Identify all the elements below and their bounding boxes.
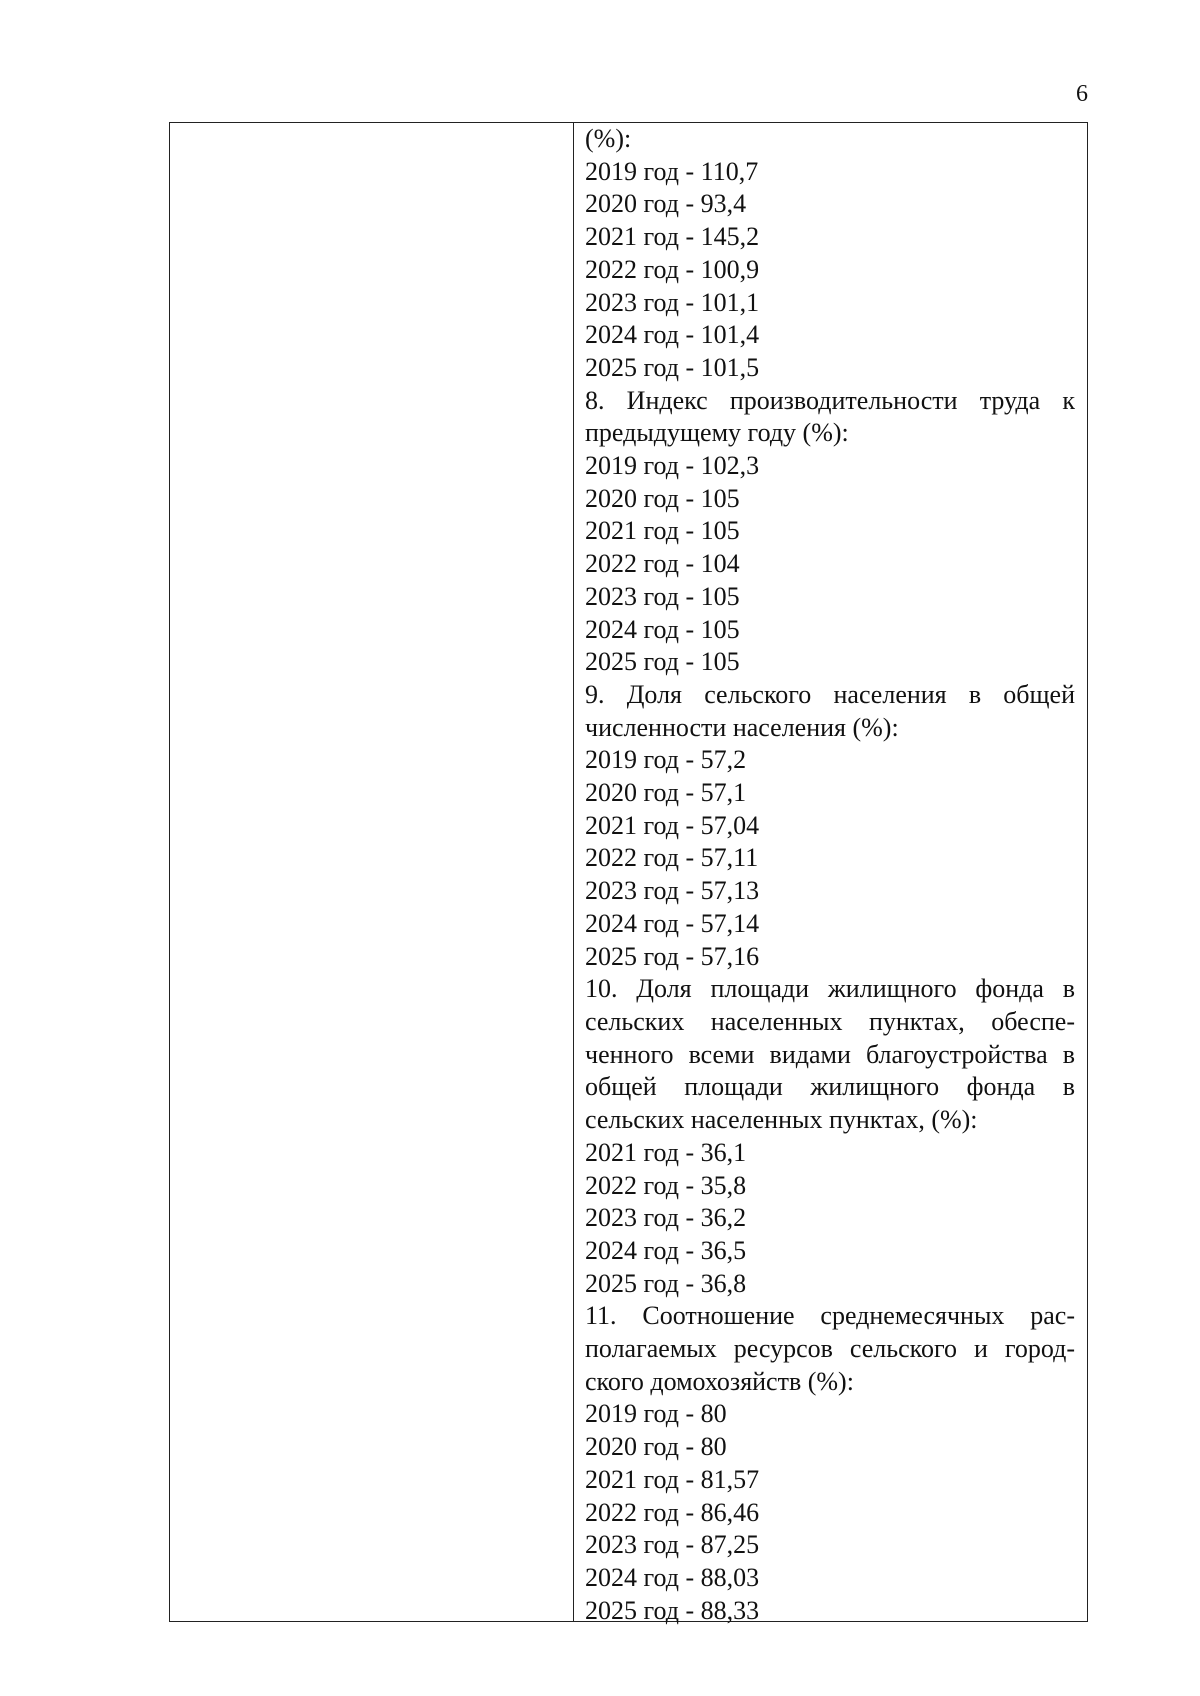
- table-left-cell: [170, 123, 574, 1621]
- indicator-text-line: общей площади жилищного фонда в: [585, 1072, 1075, 1102]
- year-value-line: 2021 год - 57,04: [585, 810, 760, 840]
- page-number: 6: [1076, 81, 1088, 107]
- year-value-line: 2020 год - 80: [585, 1432, 727, 1462]
- indicator-text-line: 8. Индекс производительности труда к: [585, 385, 1075, 415]
- year-value-line: 2024 год - 57,14: [585, 908, 760, 938]
- year-value-line: (%):: [585, 124, 632, 153]
- year-value-line: 2023 год - 87,25: [585, 1530, 760, 1560]
- year-value-line: 2020 год - 93,4: [585, 189, 747, 219]
- year-value-line: 2025 год - 57,16: [585, 941, 760, 971]
- year-value-line: 2024 год - 105: [585, 614, 740, 644]
- indicator-text-line: 11. Соотношение среднемесячных рас-: [585, 1301, 1075, 1331]
- year-value-line: 2022 год - 100,9: [585, 254, 760, 284]
- year-value-line: 2020 год - 105: [585, 483, 740, 513]
- year-value-line: 2022 год - 104: [585, 549, 740, 579]
- indicator-text-line: полагаемых ресурсов сельского и город-: [585, 1334, 1075, 1364]
- year-value-line: 2022 год - 57,11: [585, 843, 759, 873]
- indicator-text-line: 10. Доля площади жилищного фонда в: [585, 974, 1075, 1004]
- year-value-line: 2025 год - 101,5: [585, 352, 760, 382]
- year-value-line: 2021 год - 81,57: [585, 1464, 760, 1494]
- year-value-line: 2025 год - 36,8: [585, 1268, 747, 1298]
- year-value-line: 2021 год - 36,1: [585, 1137, 747, 1167]
- indicators-table: [169, 122, 1088, 1625]
- year-value-line: 2022 год - 35,8: [585, 1170, 747, 1200]
- indicator-text-line: сельских населенных пунктах, (%):: [585, 1105, 978, 1135]
- year-value-line: 2023 год - 105: [585, 581, 740, 611]
- year-value-line: 2025 год - 88,33: [585, 1595, 760, 1625]
- year-value-line: 2025 год - 105: [585, 647, 740, 677]
- year-value-line: 2019 год - 102,3: [585, 451, 760, 481]
- year-value-line: 2023 год - 36,2: [585, 1203, 747, 1233]
- year-value-line: 2021 год - 145,2: [585, 222, 760, 252]
- year-value-line: 2024 год - 36,5: [585, 1235, 747, 1265]
- year-value-line: 2020 год - 57,1: [585, 778, 747, 808]
- indicator-text-line: ского домохозяйств (%):: [585, 1366, 854, 1396]
- indicator-text-line: сельских населенных пунктах, обеспе-: [585, 1006, 1075, 1036]
- indicator-text-line: ченного всеми видами благоустройства в: [585, 1039, 1075, 1069]
- year-value-line: 2019 год - 80: [585, 1399, 727, 1429]
- indicator-text-line: численности населения (%):: [585, 712, 899, 742]
- year-value-line: 2022 год - 86,46: [585, 1497, 760, 1527]
- year-value-line: 2024 год - 88,03: [585, 1562, 760, 1592]
- indicator-text-line: предыдущему году (%):: [585, 418, 849, 448]
- year-value-line: 2019 год - 110,7: [585, 156, 759, 186]
- indicator-text-line: 9. Доля сельского населения в общей: [585, 679, 1075, 709]
- year-value-line: 2024 год - 101,4: [585, 320, 760, 350]
- year-value-line: 2021 год - 105: [585, 516, 740, 546]
- table-right-cell: [574, 123, 1087, 1625]
- year-value-line: 2019 год - 57,2: [585, 745, 747, 775]
- year-value-line: 2023 год - 101,1: [585, 287, 760, 317]
- year-value-line: 2023 год - 57,13: [585, 876, 760, 906]
